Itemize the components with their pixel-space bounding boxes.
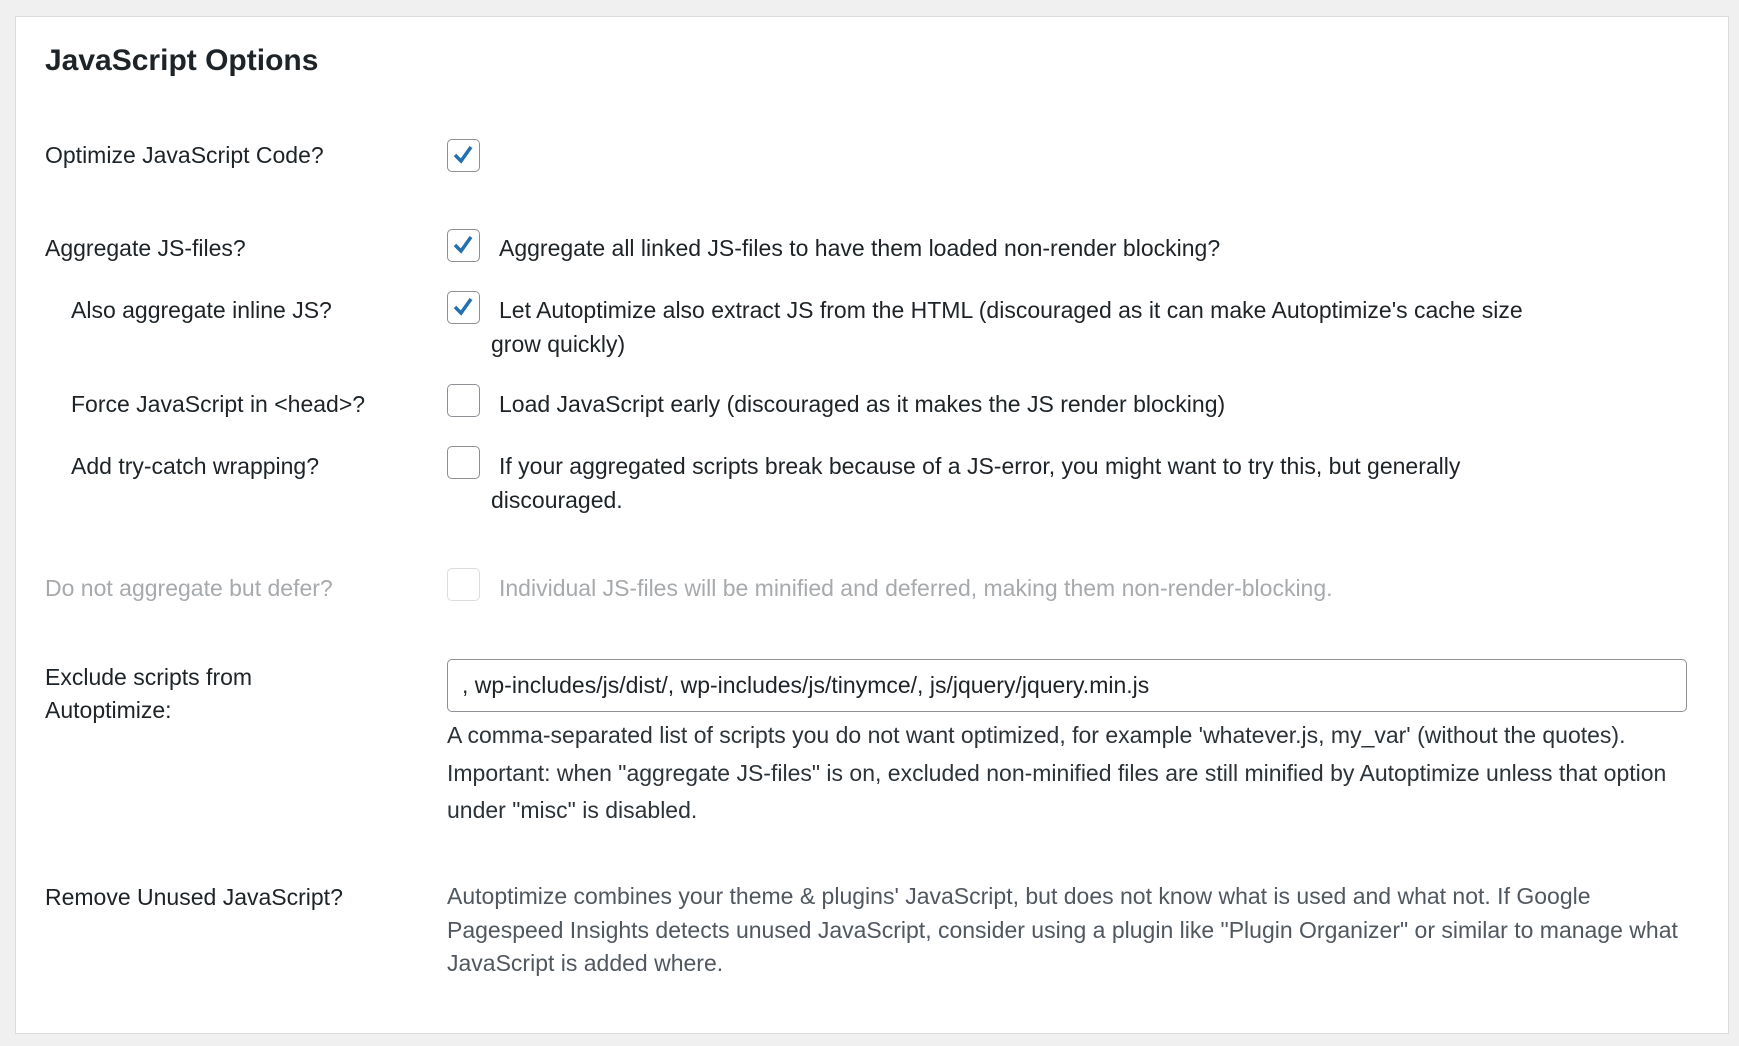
checkmark-icon [452, 144, 474, 166]
remove-unused-text: Autoptimize combines your theme & plugins' JavaScript, but does not know what is used and what not. If Google Pagespeed Insights detects unused JavaScript, consider using a plugin like "Plugin Organizer" or similar to manage what JavaScript is added where. [447, 883, 1678, 976]
aggregate-inline-checkbox[interactable] [447, 291, 480, 324]
force-head-description: Load JavaScript early (discouraged as it makes the JS render blocking) [499, 391, 1226, 417]
remove-unused-label: Remove Unused JavaScript? [45, 884, 343, 910]
checkmark-icon [452, 234, 474, 256]
try-catch-label: Add try-catch wrapping? [71, 453, 320, 479]
exclude-scripts-input[interactable]: , wp-includes/js/dist/, wp-includes/js/tinymce/, js/jquery/jquery.min.js [447, 659, 1687, 712]
defer-checkbox[interactable] [447, 568, 480, 601]
exclude-scripts-label-cont: Autoptimize: [45, 697, 172, 723]
aggregate-js-label: Aggregate JS-files? [45, 235, 246, 261]
aggregate-js-checkbox[interactable] [447, 229, 480, 262]
exclude-scripts-help: A comma-separated list of scripts you do not want optimized, for example 'whatever.js, my_var' (without the quotes). Important: when "aggregate JS-files" is on, excluded non-minified files are still minified by Autoptimize unless that option under "misc" is disabled. [447, 722, 1667, 823]
optimize-js-label: Optimize JavaScript Code? [45, 142, 324, 168]
aggregate-inline-label: Also aggregate inline JS? [71, 297, 332, 323]
try-catch-checkbox[interactable] [447, 446, 480, 479]
aggregate-inline-description-cont: grow quickly) [491, 331, 626, 357]
section-title: JavaScript Options [45, 44, 319, 77]
try-catch-description-cont: discouraged. [491, 487, 623, 513]
defer-label: Do not aggregate but defer? [45, 575, 333, 601]
aggregate-inline-description: Let Autoptimize also extract JS from the HTML (discouraged as it can make Autoptimize's cache size [499, 297, 1523, 323]
force-head-checkbox[interactable] [447, 384, 480, 417]
exclude-scripts-label: Exclude scripts from [45, 664, 253, 690]
aggregate-js-description: Aggregate all linked JS-files to have them loaded non-render blocking? [499, 235, 1221, 261]
defer-description: Individual JS-files will be minified and deferred, making them non-render-blocking. [499, 575, 1333, 601]
try-catch-description: If your aggregated scripts break because of a JS-error, you might want to try this, but generally [499, 453, 1461, 479]
optimize-js-checkbox[interactable] [447, 139, 480, 172]
force-head-label: Force JavaScript in <head>? [71, 391, 366, 417]
checkmark-icon [452, 296, 474, 318]
